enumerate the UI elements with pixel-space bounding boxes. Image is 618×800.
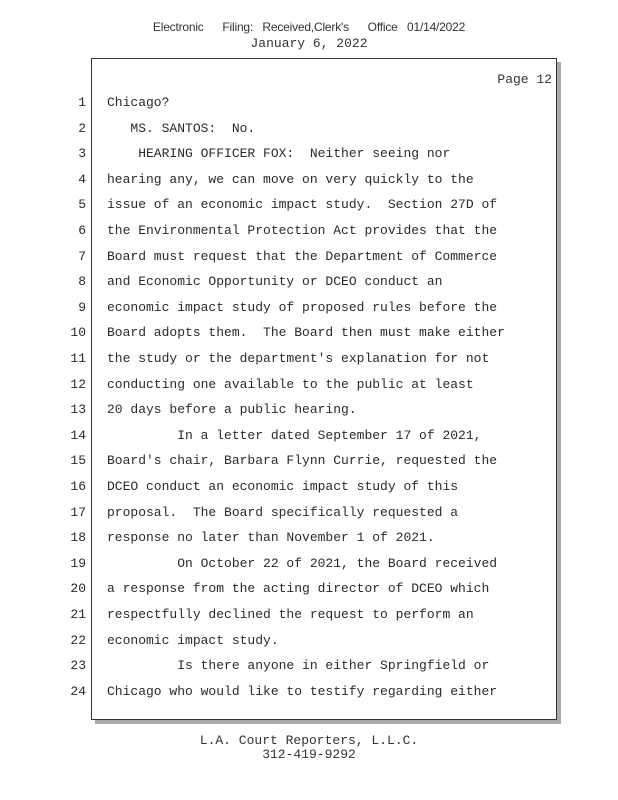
line-number: 7 (78, 248, 86, 264)
line-number: 24 (70, 683, 86, 699)
line-number: 17 (70, 504, 86, 520)
transcript-line (0, 505, 560, 525)
transcript-line (0, 453, 560, 473)
line-text: 20 days before a public hearing. (107, 402, 357, 418)
line-number: 10 (70, 325, 86, 341)
line-number: 5 (78, 197, 86, 213)
transcript-line (0, 121, 560, 141)
transcript-line (0, 172, 560, 192)
transcript-line (0, 479, 560, 499)
line-text: In a letter dated September 17 of 2021, (107, 427, 482, 443)
line-number: 13 (70, 402, 86, 418)
line-number: 2 (78, 120, 86, 136)
line-number: 9 (78, 299, 86, 315)
line-number: 23 (70, 658, 86, 674)
transcript-line (0, 402, 560, 422)
line-text: a response from the acting director of DCEO which (107, 581, 490, 597)
footer-company: L.A. Court Reporters, L.L.C. (199, 733, 419, 748)
line-number: 16 (70, 479, 86, 494)
line-text: response no later than November 1 of 2021. (107, 530, 435, 546)
transcript-line (0, 581, 560, 601)
transcript-line (0, 300, 560, 320)
line-number: 3 (78, 146, 86, 162)
line-text: HEARING OFFICER FOX: Neither seeing nor (107, 146, 451, 162)
line-number: 12 (70, 376, 86, 392)
line-text: conducting one available to the public at least (107, 376, 474, 392)
line-text: Chicago who would like to testify regarding either (107, 683, 498, 699)
transcript-line (0, 428, 560, 448)
line-text: the study or the department's explanation for not (107, 351, 490, 366)
footer-phone: 312-419-9292 (262, 747, 356, 762)
transcript-line (0, 351, 560, 371)
transcript-line (0, 274, 560, 294)
line-number: 20 (70, 581, 86, 597)
line-text: MS. SANTOS: No. (107, 120, 256, 136)
line-number: 8 (78, 274, 86, 290)
line-text: economic impact study of proposed rules before the (107, 299, 498, 315)
transcript-line (0, 684, 560, 704)
transcript-line (0, 146, 560, 166)
line-number: 4 (78, 171, 86, 187)
line-number: 21 (70, 607, 86, 622)
line-number: 6 (78, 223, 86, 238)
line-number: 15 (70, 453, 86, 469)
transcript-line (0, 223, 560, 243)
transcript-line (0, 658, 560, 678)
line-text: Board's chair, Barbara Flynn Currie, requested the (107, 453, 498, 469)
transcript-line (0, 377, 560, 397)
page-number: Page 12 (497, 72, 552, 87)
line-text: Is there anyone in either Springfield or (107, 658, 490, 674)
transcript-line (0, 556, 560, 576)
transcript-date: January 6, 2022 (250, 36, 368, 51)
line-text: On October 22 of 2021, the Board received (107, 555, 498, 571)
line-text: Chicago? (107, 95, 170, 110)
line-text: issue of an economic impact study. Section 27D of (107, 197, 498, 213)
line-number: 11 (70, 351, 86, 366)
transcript-line (0, 530, 560, 550)
line-text: Board adopts them. The Board then must make either (107, 325, 505, 341)
transcript-line (0, 633, 560, 653)
line-text: respectfully declined the request to perform an (107, 607, 474, 622)
transcript-line (0, 197, 560, 217)
transcript-line (0, 607, 560, 627)
line-number: 14 (70, 427, 86, 443)
line-number: 22 (70, 632, 86, 648)
transcript-line (0, 249, 560, 269)
line-text: economic impact study. (107, 632, 279, 648)
line-text: the Environmental Protection Act provides that the (107, 223, 498, 238)
line-text: proposal. The Board specifically requested a (107, 504, 459, 520)
line-number: 1 (78, 95, 86, 110)
line-number: 18 (70, 530, 86, 546)
line-text: hearing any, we can move on very quickly to the (107, 171, 474, 187)
transcript-line (0, 95, 560, 115)
line-text: DCEO conduct an economic impact study of this (107, 479, 459, 494)
filing-stamp: Electronic Filing: Received,Clerk's Office 01/14/2022 (152, 20, 466, 34)
line-text: Board must request that the Department of Commerce (107, 248, 498, 264)
line-number: 19 (70, 555, 86, 571)
transcript-line (0, 325, 560, 345)
line-text: and Economic Opportunity or DCEO conduct an (107, 274, 443, 290)
